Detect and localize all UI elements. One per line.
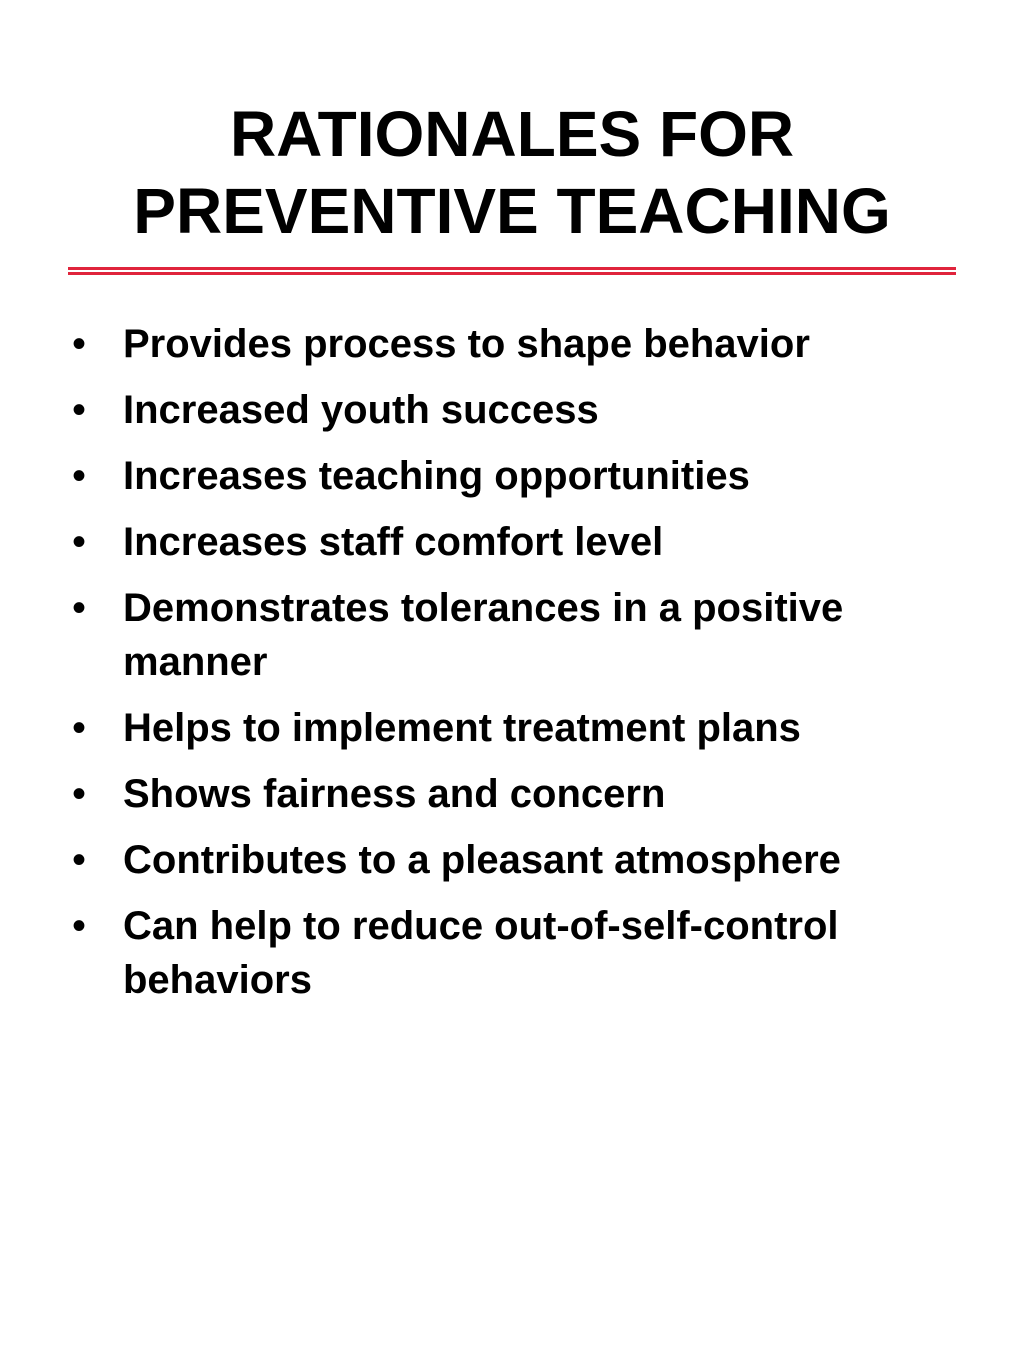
bullet-text: Increases teaching opportunities bbox=[123, 454, 750, 498]
bullet-text: Increases staff comfort level bbox=[123, 520, 664, 564]
bullet-item bbox=[0, 317, 1024, 371]
bullet-dot-icon: • bbox=[72, 586, 87, 630]
slide-title-line-1: RATIONALES FOR bbox=[229, 98, 795, 170]
bullet-item bbox=[0, 833, 1024, 887]
bullet-text: Helps to implement treatment plans bbox=[123, 706, 801, 750]
bullet-dot-icon: • bbox=[72, 706, 87, 750]
bullet-text: Can help to reduce out-of-self-control behaviors bbox=[123, 904, 839, 1002]
title-divider-line-bottom bbox=[68, 272, 956, 275]
title-divider-line-top bbox=[68, 267, 956, 270]
bullet-dot-icon: • bbox=[72, 838, 87, 882]
bullet-dot-icon: • bbox=[72, 520, 87, 564]
bullet-dot-icon: • bbox=[72, 454, 87, 498]
bullet-text: Contributes to a pleasant atmosphere bbox=[123, 838, 841, 882]
bullet-list bbox=[0, 317, 1024, 1019]
bullet-item bbox=[0, 515, 1024, 569]
bullet-item bbox=[0, 767, 1024, 821]
slide-title bbox=[40, 96, 984, 250]
bullet-item bbox=[0, 701, 1024, 755]
bullet-text: Provides process to shape behavior bbox=[123, 322, 810, 366]
bullet-item bbox=[0, 383, 1024, 437]
bullet-item bbox=[0, 899, 1024, 1007]
bullet-item bbox=[0, 581, 1024, 689]
bullet-text: Increased youth success bbox=[123, 388, 599, 432]
bullet-text: Demonstrates tolerances in a positive manner bbox=[123, 586, 844, 684]
bullet-item bbox=[0, 449, 1024, 503]
bullet-dot-icon: • bbox=[72, 388, 87, 432]
bullet-text: Shows fairness and concern bbox=[123, 772, 666, 816]
title-divider bbox=[68, 266, 956, 276]
bullet-dot-icon: • bbox=[72, 904, 87, 948]
bullet-dot-icon: • bbox=[72, 322, 87, 366]
bullet-dot-icon: • bbox=[72, 772, 87, 816]
slide-title-line-2: PREVENTIVE TEACHING bbox=[133, 175, 891, 247]
